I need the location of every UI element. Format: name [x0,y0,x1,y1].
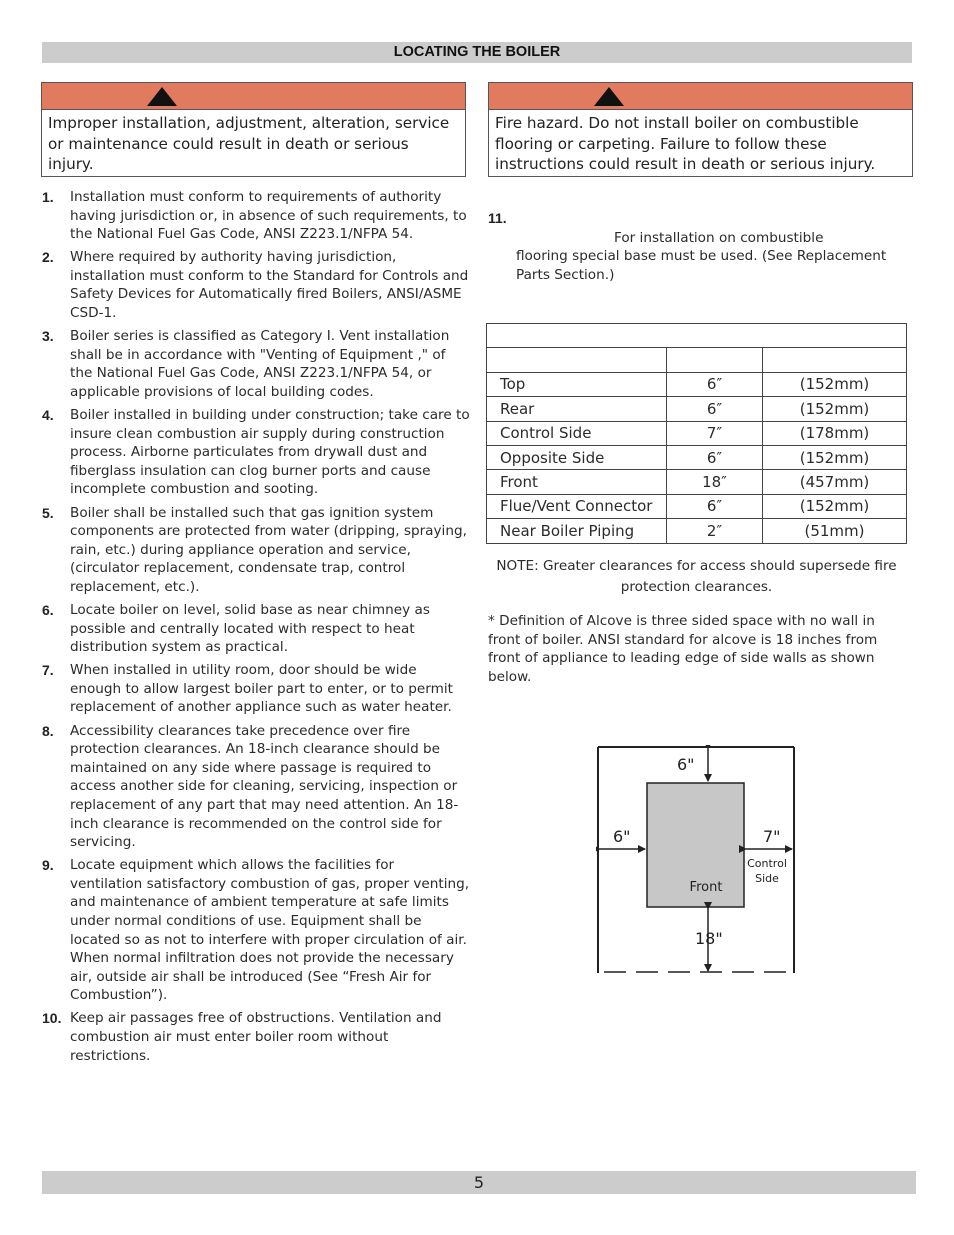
table-header-row [487,348,907,372]
location-cell: Opposite Side [487,445,667,469]
table-title-row [487,324,907,348]
inches-cell: 7″ [667,421,763,445]
section-header: LOCATING THE BOILER [42,42,912,63]
control-side-label-line1: Control [747,857,787,870]
location-cell: Front [487,470,667,494]
table-header-cell [667,348,763,372]
item-text: Where required by authority having jurisdiction, installation must conform to the Standard for Controls and Safety Devices for Automatically fired Boilers, ANSI/ASME CSD-1. [70,249,469,322]
mm-cell: (152mm) [763,372,907,396]
item-number: 5. [42,504,54,521]
item-number: 9. [42,857,54,874]
item-number: 1. [42,189,54,205]
control-side-label-line2: Side [755,872,779,885]
item-number: 10. [42,1010,62,1027]
table-title-cell [487,324,907,348]
page-number: 5 [42,1171,916,1194]
warning-text: Improper installation, adjustment, alteration, service or maintenance could result in death or serious injury. [48,114,450,173]
list-item [42,406,470,499]
mm-cell: (457mm) [763,470,907,494]
list-item [42,248,470,322]
top-clearance-label: 6" [677,755,695,774]
warning-triangle-icon [594,87,624,106]
table-header-cell [763,348,907,372]
front-label: Front [689,880,723,895]
list-item [42,1009,470,1065]
requirements-list [42,188,470,1070]
warning-box-installation [41,82,466,177]
item-text: Keep air passages free of obstructions. Ventilation and combustion air must enter boiler room without restrictions. [70,1010,442,1064]
warning-text: Fire hazard. Do not install boiler on combustible flooring or carpeting. Failure to follow these instructions could result in death or serious injury. [495,114,876,173]
location-cell: Rear [487,397,667,421]
list-item [42,504,470,597]
inches-cell: 6″ [667,494,763,518]
list-item [42,856,470,1005]
item-text: Boiler installed in building under construction; take care to insure clean combustion air supply during construction process. Airborne particulates from drywall dust and fiberglass insulation can clog burner ports and cause incomplete combustion and sooting. [70,407,470,498]
table-row [487,372,907,396]
table-row [487,397,907,421]
warning-header [42,83,465,110]
mm-cell: (178mm) [763,421,907,445]
item-text: Installation must conform to requirements of authority having jurisdiction or, in absence of such requirements, to the National Fuel Gas Code, ANSI Z223.1/NFPA 54. [70,189,467,243]
warning-box-fire-hazard [488,82,913,177]
list-item-11 [488,209,908,284]
clearance-note: NOTE: Greater clearances for access should supersede fire protection clearances. [496,558,897,595]
inches-cell: 2″ [667,519,763,543]
table-row [487,421,907,445]
table-row [487,494,907,518]
mm-cell: (152mm) [763,397,907,421]
item-text-line2: flooring special base must be used. (See Replacement Parts Section.) [516,248,887,283]
item-text: Boiler shall be installed such that gas ignition system components are protected from water (dripping, spraying, rain, etc.) during appliance operation and service, (circulator replacement, condensate trap, control replacement, etc.). [70,504,467,595]
clearance-table [486,323,907,544]
item-number: 7. [42,662,54,679]
item-text: Boiler series is classified as Category I. Vent installation shall be in accordance with "Venting of Equipment ," of the National Fuel Gas Code, ANSI Z223.1/NFPA 54, or applicable provisions of local building codes. [70,328,450,400]
item-text-line1: For installation on combustible [614,229,824,246]
item-text: Accessibility clearances take precedence over fire protection clearances. An 18-inch clearance should be maintained on any side where passage is required to access another side for cleaning, servicing, inspection or replacement of any part that may need attention. An 18-inch clearance is recommended on the control side for servicing. [70,722,459,851]
warning-triangle-icon [147,87,177,106]
location-cell: Flue/Vent Connector [487,494,667,518]
table-row [487,519,907,543]
warning-header [489,83,912,110]
right-clearance-label: 7" [763,827,781,846]
item-number: 8. [42,722,54,739]
item-number: 4. [42,407,54,424]
inches-cell: 18″ [667,470,763,494]
left-clearance-label: 6" [613,827,631,846]
list-item [42,661,470,717]
list-item [42,601,470,657]
item-text: Locate boiler on level, solid base as near chimney as possible and centrally located with respect to heat distribution system as practical. [70,601,430,656]
inches-cell: 6″ [667,372,763,396]
table-header-cell [487,348,667,372]
table-row [487,470,907,494]
list-item [42,188,470,244]
item-number: 2. [42,249,54,266]
location-cell: Top [487,372,667,396]
location-cell: Near Boiler Piping [487,519,667,543]
item-number: 3. [42,328,54,345]
inches-cell: 6″ [667,445,763,469]
mm-cell: (51mm) [763,519,907,543]
front-clearance-label: 18" [695,929,723,948]
item-text: Locate equipment which allows the facilities for ventilation satisfactory combustion of gas, proper venting, and maintenance of ambient temperature at safe limits under normal conditions of use. Equipment shall be located so as not to interfere with proper circulation of air. When normal infiltration does not provide the necessary air, outside air shall be introduced (See “Fresh Air for Combustion”). [70,857,470,1004]
list-item [42,327,470,401]
table-row [487,445,907,469]
mm-cell: (152mm) [763,445,907,469]
alcove-clearance-diagram [596,745,796,975]
alcove-definition: * Definition of Alcove is three sided space with no wall in front of boiler. ANSI standard for alcove is 18 inches from front of appliance to leading edge of side walls as shown below. [488,613,878,685]
mm-cell: (152mm) [763,494,907,518]
item-number: 6. [42,601,54,618]
location-cell: Control Side [487,421,667,445]
item-text: When installed in utility room, door should be wide enough to allow largest boiler part to enter, or to permit replacement of another appliance such as water heater. [70,662,453,716]
inches-cell: 6″ [667,397,763,421]
list-item [42,722,470,852]
item-number: 11. [488,210,507,226]
